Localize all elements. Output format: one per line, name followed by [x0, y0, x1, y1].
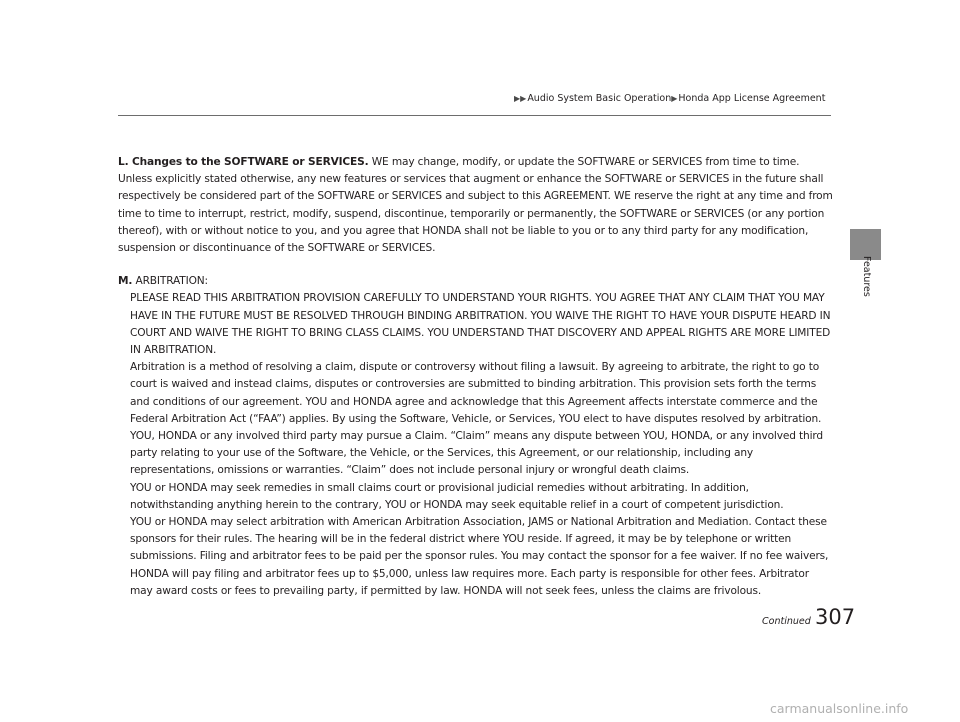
- header-divider: [118, 115, 831, 116]
- section-m-paragraph: Arbitration is a method of resolving a claim, dispute or controversy without filing a lawsuit. By agreeing to arbitrate, the right to go to court is waived and instead claims, disputes or controversies are submitted to binding arbitration. This provision sets forth the terms and conditions of our agreement. YOU and HONDA agree and acknowledge that this Agreement affects interstate commerce and the Federal Arbitration Act (“FAA”) applies. By using the Software, Vehicle, or Services, YOU elect to have disputes resolved by arbitration. YOU, HONDA or any involved third party may pursue a Claim. “Claim” means any dispute between YOU, HONDA, or any involved third party relating to your use of the Software, the Vehicle, or the Services, this Agreement, or our relationship, including any representations, omissions or warranties. “Claim” does not include personal injury or wrongful death claims.: [130, 361, 823, 477]
- page-content: [118, 154, 834, 600]
- arrow-icon: ▶: [671, 94, 678, 103]
- section-m-heading-line: [118, 273, 834, 290]
- section-m-paragraph: YOU or HONDA may select arbitration with American Arbitration Association, JAMS or National Arbitration and Mediation. Contact these sponsors for their rules. The hearing will be in the federal district where YOU reside. If agreed, it may be by telephone or written submissions. Filing and arbitrator fees to be paid per the sponsor rules. You may contact the sponsor for a fee waiver. If no fee waivers, HONDA will pay filing and arbitrator fees up to $5,000, unless law requires more. Each party is responsible for other fees. Arbitrator may award costs or fees to prevailing party, if permitted by law. HONDA will not seek fees, unless the claims are frivolous.: [130, 516, 829, 597]
- section-m-paragraph: PLEASE READ THIS ARBITRATION PROVISION CAREFULLY TO UNDERSTAND YOUR RIGHTS. YOU AGREE THAT ANY CLAIM THAT YOU MAY HAVE IN THE FUTURE MUST BE RESOLVED THROUGH BINDING ARBITRATION. YOU WAIVE THE RIGHT TO HAVE YOUR DISPUTE HEARD IN COURT AND WAIVE THE RIGHT TO BRING CLASS CLAIMS. YOU UNDERSTAND THAT DISCOVERY AND APPEAL RIGHTS ARE MORE LIMITED IN ARBITRATION.: [130, 292, 831, 357]
- breadcrumb-item-license-agreement: Honda App License Agreement: [678, 93, 826, 104]
- page-number: 307: [815, 605, 856, 629]
- section-tab-label: Features: [861, 256, 872, 297]
- double-arrow-icon: ▶▶: [514, 94, 527, 103]
- watermark: carmanualsonline.info: [770, 701, 909, 716]
- section-l-heading: L. Changes to the SOFTWARE or SERVICES.: [118, 156, 369, 168]
- section-m-paragraph: YOU or HONDA may seek remedies in small claims court or provisional judicial remedies without arbitrating. In addition, notwithstanding anything herein to the contrary, YOU or HONDA may seek equitable relief in a court of competent jurisdiction.: [130, 481, 784, 511]
- breadcrumb-item-audio-system: Audio System Basic Operation: [527, 93, 672, 104]
- section-m-title: ARBITRATION:: [135, 275, 208, 288]
- section-m-heading: M.: [118, 275, 133, 288]
- section-l-body: WE may change, modify, or update the SOFTWARE or SERVICES from time to time. Unless explicitly stated otherwise, any new features or services that augment or enhance the SOFTWARE or SERVICES in the future shall respectively be considered part of the SOFTWARE or SERVICES and subject to this AGREEMENT. WE reserve the right at any time and from time to time to interrupt, restrict, modify, suspend, discontinue, temporarily or permanently, the SOFTWARE or SERVICES (or any portion thereof), with or without notice to you, and you agree that HONDA shall not be liable to you or to any third party for any modification, suspension or discontinuance of the SOFTWARE or SERVICES.: [118, 156, 833, 255]
- breadcrumb: [514, 93, 825, 104]
- continued-label: Continued: [762, 616, 811, 627]
- section-l: [118, 154, 834, 257]
